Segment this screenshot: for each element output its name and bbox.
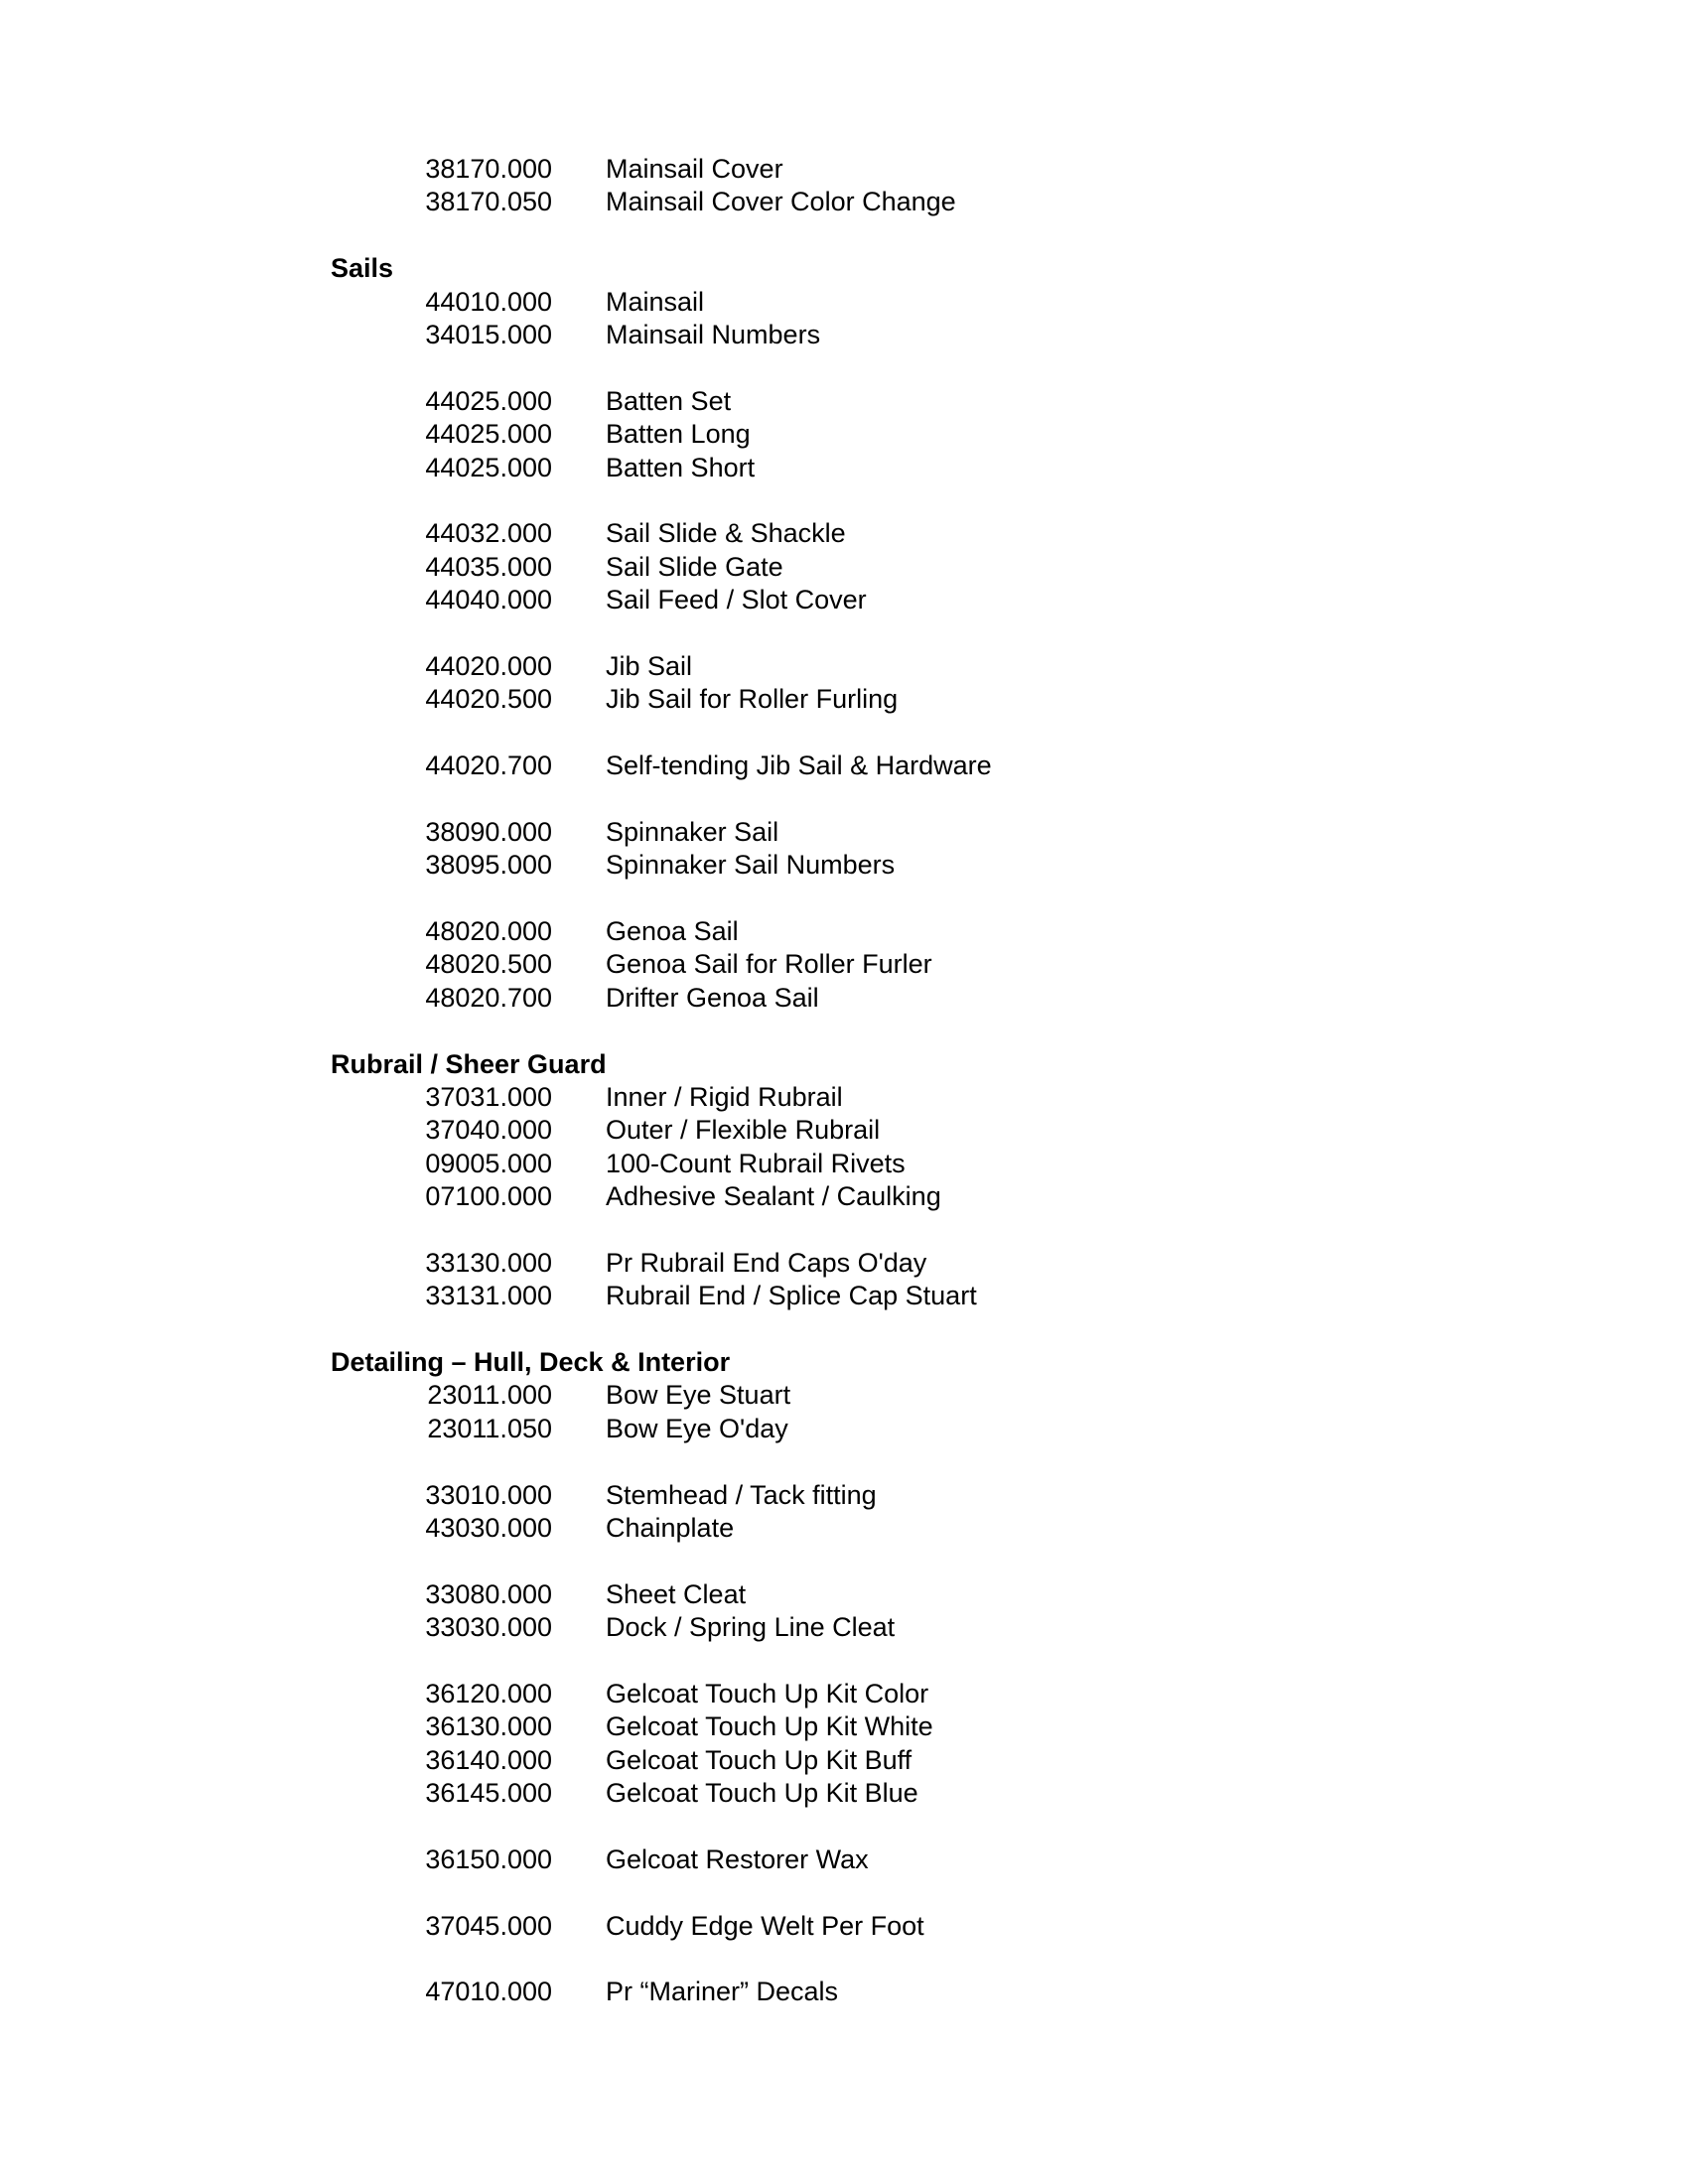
part-number: 36120.000 [425,1678,552,1708]
parts-list [0,153,1688,2009]
part-row [0,1379,1688,1412]
section-heading: Sails [331,253,394,284]
part-description: Jib Sail for Roller Furling [606,684,899,715]
part-description: Batten Short [606,452,756,482]
part-description: Batten Set [606,385,732,416]
part-row [0,1976,1688,2008]
part-number: 07100.000 [425,1181,552,1212]
part-row [0,1081,1688,1114]
part-row [0,1843,1688,1876]
group-spacer [0,1445,1688,1478]
part-number: 44025.000 [425,419,552,450]
part-description: Cuddy Edge Welt Per Foot [606,1910,924,1941]
part-description: Sail Feed / Slot Cover [606,585,867,615]
part-description: Drifter Genoa Sail [606,982,819,1013]
part-row [0,1578,1688,1611]
part-description: Gelcoat Restorer Wax [606,1843,869,1874]
part-row [0,849,1688,882]
part-number: 44010.000 [425,286,552,317]
part-number: 44035.000 [425,551,552,582]
group-spacer [0,782,1688,815]
part-row [0,1777,1688,1810]
part-number: 38170.000 [425,154,552,184]
part-row [0,816,1688,849]
part-number: 44025.000 [425,385,552,416]
part-number: 33131.000 [425,1281,552,1311]
part-number: 38090.000 [425,816,552,847]
part-number: 36145.000 [425,1778,552,1809]
group-spacer [0,351,1688,384]
part-description: Inner / Rigid Rubrail [606,1081,843,1112]
part-number: 43030.000 [425,1513,552,1544]
part-number: 33130.000 [425,1247,552,1278]
part-number: 44032.000 [425,518,552,549]
part-description: Rubrail End / Splice Cap Stuart [606,1281,977,1311]
part-row [0,1710,1688,1743]
part-number: 44040.000 [425,585,552,615]
part-row [0,1910,1688,1943]
group-spacer [0,1545,1688,1577]
part-number: 34015.000 [425,319,552,349]
part-description: Genoa Sail for Roller Furler [606,949,932,980]
part-description: Mainsail Numbers [606,319,821,349]
part-row [0,982,1688,1015]
part-row [0,186,1688,218]
part-description: Genoa Sail [606,915,739,946]
part-number: 37045.000 [425,1910,552,1941]
part-description: Spinnaker Sail Numbers [606,850,896,881]
part-number: 48020.000 [425,915,552,946]
part-description: 100-Count Rubrail Rivets [606,1148,906,1178]
part-row [0,551,1688,584]
part-number: 38170.050 [425,187,552,217]
group-spacer [0,1876,1688,1909]
group-spacer [0,1645,1688,1678]
section-heading: Detailing – Hull, Deck & Interior [331,1347,731,1378]
part-row [0,1280,1688,1312]
group-spacer [0,1811,1688,1843]
part-description: Sail Slide & Shackle [606,518,846,549]
part-description: Dock / Spring Line Cleat [606,1612,896,1643]
part-row [0,452,1688,484]
part-number: 44020.000 [425,650,552,681]
part-row [0,1180,1688,1213]
part-row [0,1512,1688,1545]
group-spacer [0,1943,1688,1976]
part-row [0,584,1688,616]
part-row [0,153,1688,186]
part-description: Chainplate [606,1513,735,1544]
part-number: 38095.000 [425,850,552,881]
part-row [0,1678,1688,1710]
part-row [0,385,1688,418]
part-row [0,286,1688,319]
part-description: Pr Rubrail End Caps O'day [606,1247,927,1278]
section-spacer [0,219,1688,252]
part-number: 33030.000 [425,1612,552,1643]
group-spacer [0,616,1688,649]
part-row [0,683,1688,716]
part-description: Bow Eye O'day [606,1413,788,1443]
part-row [0,418,1688,451]
part-description: Gelcoat Touch Up Kit White [606,1711,933,1742]
part-row [0,948,1688,981]
part-description: Bow Eye Stuart [606,1380,791,1411]
part-description: Mainsail [606,286,705,317]
part-description: Jib Sail [606,650,693,681]
part-description: Sail Slide Gate [606,551,783,582]
part-number: 23011.000 [427,1380,552,1411]
part-description: Stemhead / Tack fitting [606,1479,877,1510]
part-description: Mainsail Cover Color Change [606,187,956,217]
part-number: 44020.500 [425,684,552,715]
part-row [0,1413,1688,1445]
part-description: Adhesive Sealant / Caulking [606,1181,941,1212]
part-description: Gelcoat Touch Up Kit Color [606,1678,929,1708]
part-row [0,1148,1688,1180]
part-number: 33080.000 [425,1578,552,1609]
group-spacer [0,883,1688,915]
part-row [0,1611,1688,1644]
part-row [0,1479,1688,1512]
part-number: 33010.000 [425,1479,552,1510]
part-description: Outer / Flexible Rubrail [606,1115,881,1146]
part-number: 23011.050 [427,1413,552,1443]
part-description: Pr “Mariner” Decals [606,1977,839,2007]
part-row [0,650,1688,683]
part-description: Batten Long [606,419,751,450]
part-row [0,1247,1688,1280]
part-row [0,1744,1688,1777]
part-number: 48020.500 [425,949,552,980]
group-spacer [0,717,1688,750]
part-number: 09005.000 [425,1148,552,1178]
part-description: Mainsail Cover [606,154,783,184]
part-description: Self-tending Jib Sail & Hardware [606,751,992,781]
part-number: 36140.000 [425,1744,552,1775]
part-number: 47010.000 [425,1977,552,2007]
part-description: Gelcoat Touch Up Kit Blue [606,1778,918,1809]
part-row [0,319,1688,351]
part-row [0,915,1688,948]
part-number: 37040.000 [425,1115,552,1146]
part-row [0,517,1688,550]
section-heading: Rubrail / Sheer Guard [331,1048,607,1079]
part-description: Spinnaker Sail [606,816,779,847]
part-number: 37031.000 [425,1081,552,1112]
part-number: 44020.700 [425,751,552,781]
part-number: 44025.000 [425,452,552,482]
part-number: 36150.000 [425,1843,552,1874]
part-row [0,1114,1688,1147]
section-spacer [0,1313,1688,1346]
part-number: 36130.000 [425,1711,552,1742]
group-spacer [0,1214,1688,1247]
part-description: Sheet Cleat [606,1578,747,1609]
part-description: Gelcoat Touch Up Kit Buff [606,1744,913,1775]
part-row [0,750,1688,782]
part-number: 48020.700 [425,982,552,1013]
section-spacer [0,1015,1688,1047]
group-spacer [0,484,1688,517]
